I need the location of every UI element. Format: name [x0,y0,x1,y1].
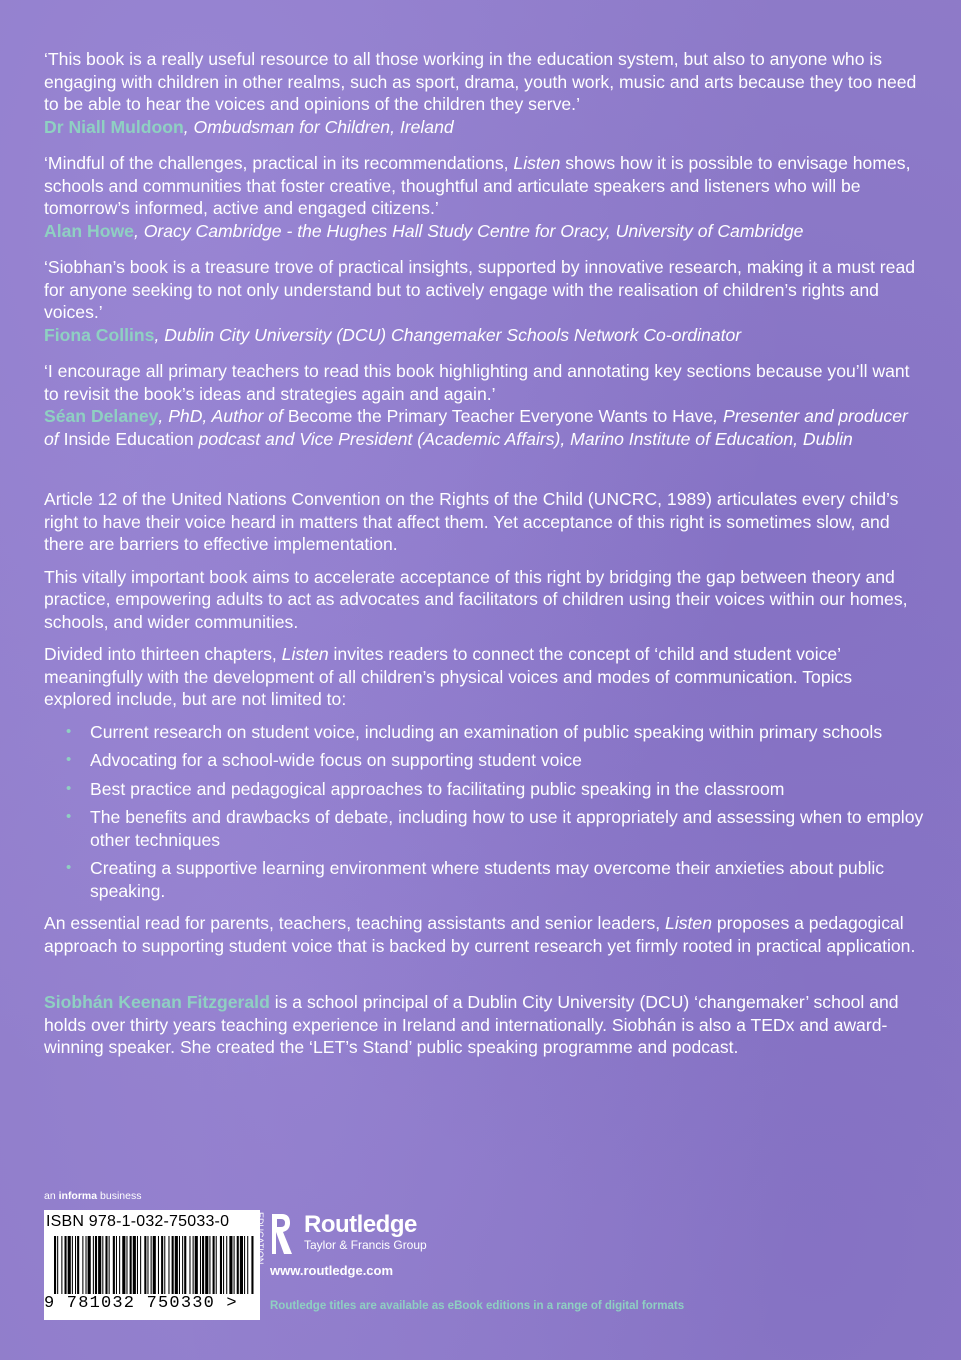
barcode-bar [88,1236,91,1294]
barcode-bar [179,1236,180,1294]
endorser-role: , Dublin City University (DCU) Changemaker Schools Network Co-ordinator [154,324,742,345]
endorsement-attribution [44,220,924,243]
author-name: Siobhán Keenan Fitzgerald [44,992,270,1012]
endorsement-attribution [44,116,924,139]
author-bio-text: is a school principal of a Dublin City University (DCU) ‘changemaker’ school and holds over thirty years teaching experience in Ireland and internationally. Siobhán is also a TEDx and award-winning speaker. She created the ‘LET’s Stand’ public speaking programme and podcast. [44,992,899,1057]
barcode-bar [209,1236,210,1294]
barcode-bar [122,1236,125,1294]
blurb-paragraph-1: Article 12 of the United Nations Convention on the Rights of the Child (UNCRC, 1989) articulates every child’s right to have their voice heard in matters that affect them. Yet acceptance of this right is sometimes slow, and there are barriers to effective implementation. [44,489,899,554]
endorsement-quote: ‘This book is a really useful resource to all those working in the education system, but also to anyone who is engaging with children in other realms, such as sport, drama, youth work, music and arts because they too need to be able to hear the voices and opinions of the children they serve.’ [44,49,917,114]
barcode-bar [113,1236,115,1294]
barcode-bar [205,1236,208,1294]
barcode-bar [86,1236,87,1294]
topic-text: Creating a supportive learning environment where students may overcome their anxieties about public speaking. [90,858,885,901]
barcode-bar [240,1236,243,1294]
barcode-bar [168,1236,169,1294]
bullet-icon: • [66,779,72,797]
endorser-podcast-title: Inside Education [63,428,194,449]
publisher-website: www.routledge.com [270,1263,394,1278]
list-item [44,749,924,772]
barcode-bar [57,1236,58,1294]
barcode-bars [54,1236,254,1294]
barcode-bar [158,1236,159,1294]
book-title-italic: Listen [513,153,561,173]
barcode-bar [147,1236,148,1294]
author-bio [44,991,924,1059]
barcode-bar [247,1236,248,1294]
barcode-bar [161,1236,163,1294]
barcode-bar [172,1236,174,1294]
barcode-bar [220,1236,222,1294]
informa-suffix: business [97,1190,142,1202]
isbn-number: ISBN 978-1-032-75033-0 [46,1213,230,1230]
barcode-bar [213,1236,215,1294]
barcode-bar [98,1236,101,1294]
quote-text: shows how it is possible to envisage homes, schools and communities that foster creative, thoughtful and articulate speakers and listeners who will be tomorrow’s informed, active and engaged citizens.’ [44,153,911,218]
barcode-bar [193,1236,194,1294]
topic-text: Current research on student voice, including an examination of public speaking within primary schools [90,721,883,742]
barcode-bar [202,1236,204,1294]
publisher-name: Routledge [304,1211,417,1238]
blurb-paragraph-4 [44,912,924,957]
publisher-group: Taylor & Francis Group [304,1238,427,1252]
endorser-name: Fiona Collins [44,324,155,345]
list-item [44,806,924,851]
barcode-bar [200,1236,201,1294]
endorser-name: Alan Howe [44,220,134,241]
endorsement-quote: ‘I encourage all primary teachers to read this book highlighting and annotating key sections because you’ll want to revisit the book’s ideas and strategies again and again.’ [44,361,910,404]
barcode-bar [119,1236,120,1294]
subject-label: EDUCATION [255,1212,265,1265]
barcode-bar [234,1236,235,1294]
endorsement-2 [44,152,924,242]
barcode-bar [144,1236,146,1294]
barcode-bar [223,1236,224,1294]
barcode-bar [54,1236,56,1294]
barcode-bar [82,1236,83,1294]
topic-text: The benefits and drawbacks of debate, including how to use it appropriately and assessing when to employ other techniques [90,807,924,850]
barcode-bar [137,1236,138,1294]
endorsement-quote: ‘Siobhan’s book is a treasure trove of practical insights, supported by innovative research, making it a must read for anyone seeking to not only understand but to actively engage with the realisation of children’s rights and voices.’ [44,257,916,322]
barcode-bar [95,1236,97,1294]
informa-brand: informa [58,1190,98,1202]
barcode-bar [116,1236,117,1294]
barcode-bar [182,1236,183,1294]
endorser-role: , Oracy Cambridge - the Hughes Hall Study Centre for Oracy, University of Cambridge [133,220,804,241]
barcode-bar [102,1236,103,1294]
barcode-bar [140,1236,141,1294]
barcode-bar [93,1236,94,1294]
ebook-note: Routledge titles are available as eBook editions in a range of digital formats [270,1300,685,1312]
quote-text: ‘Mindful of the challenges, practical in its recommendations, [44,153,514,173]
endorser-name: Séan Delaney [44,406,159,426]
barcode-bar [130,1236,132,1294]
endorser-book-title: Become the Primary Teacher Everyone Wants to Have [287,406,714,426]
barcode-bar [151,1236,152,1294]
barcode-bar [77,1236,79,1294]
endorser-role: , Presenter and producer of [44,406,908,449]
book-title-italic: Listen [281,644,329,664]
barcode-bar [175,1236,178,1294]
list-item [44,778,924,801]
blurb-text: Divided into thirteen chapters, [44,644,282,664]
barcode-bar [195,1236,198,1294]
bullet-icon: • [66,722,72,740]
barcode-bar [237,1236,239,1294]
barcode-bar [184,1236,186,1294]
back-cover-content [44,48,924,1059]
barcode-bar [189,1236,190,1294]
endorsement-attribution [44,324,924,347]
barcode-bar [244,1236,245,1294]
endorser-role: podcast and Vice President (Academic Affairs), Marino Institute of Education, Dublin [193,428,853,449]
barcode-bar [164,1236,165,1294]
informa-prefix: an [44,1190,59,1202]
blurb-text: proposes a pedagogical approach to supporting student voice that is backed by current research yet firmly rooted in practical application. [44,913,916,956]
endorsement-attribution [44,405,924,450]
barcode-bar [133,1236,136,1294]
blurb-paragraph-3 [44,643,924,711]
book-title-italic: Listen [665,913,712,933]
barcode-bar [61,1236,62,1294]
endorsement-4 [44,360,924,450]
barcode-bar [216,1236,217,1294]
barcode-bar [105,1236,107,1294]
barcode-bar [75,1236,76,1294]
endorser-name: Dr Niall Muldoon [44,116,184,137]
barcode-bar [226,1236,227,1294]
barcode-bar [251,1236,253,1294]
routledge-logo-icon [268,1212,294,1256]
topic-text: Advocating for a school-wide focus on supporting student voice [90,750,582,770]
bullet-icon: • [66,751,72,768]
bullet-icon: • [66,808,72,825]
informa-label [44,1190,141,1202]
blurb-text: An essential read for parents, teachers, teaching assistants and senior leaders, [44,913,666,933]
barcode-digits: 9 781032 750330 > [44,1294,238,1313]
bullet-icon: • [66,859,72,876]
blurb-paragraph-2: This vitally important book aims to accelerate acceptance of this right by bridging the gap between theory and practice, empowering adults to act as advocates and facilitators of children using their voices within our homes, schools, and wider communities. [44,566,908,632]
endorsement-1 [44,48,924,138]
endorsement-quote [44,152,924,220]
endorser-role: , PhD, Author of [158,406,288,426]
barcode-bar [153,1236,156,1294]
topic-text: Best practice and pedagogical approaches to facilitating public speaking in the classroom [90,778,785,799]
endorsement-3 [44,256,924,346]
barcode-bar [68,1236,71,1294]
barcode-bar [65,1236,67,1294]
barcode-bar [72,1236,73,1294]
endorser-role: , Ombudsman for Children, Ireland [183,116,454,137]
topics-list [44,721,924,903]
barcode-bar [229,1236,232,1294]
barcode-bar [126,1236,127,1294]
list-item [44,721,924,744]
publisher-brand [304,1212,427,1253]
barcode [44,1210,260,1320]
barcode-bar [109,1236,110,1294]
list-item [44,857,924,902]
blurb-text: invites readers to connect the concept of ‘child and student voice’ meaningfully with the development of all children’s physical voices and modes of communication. Topics explored include, but are not limited to: [44,644,853,709]
